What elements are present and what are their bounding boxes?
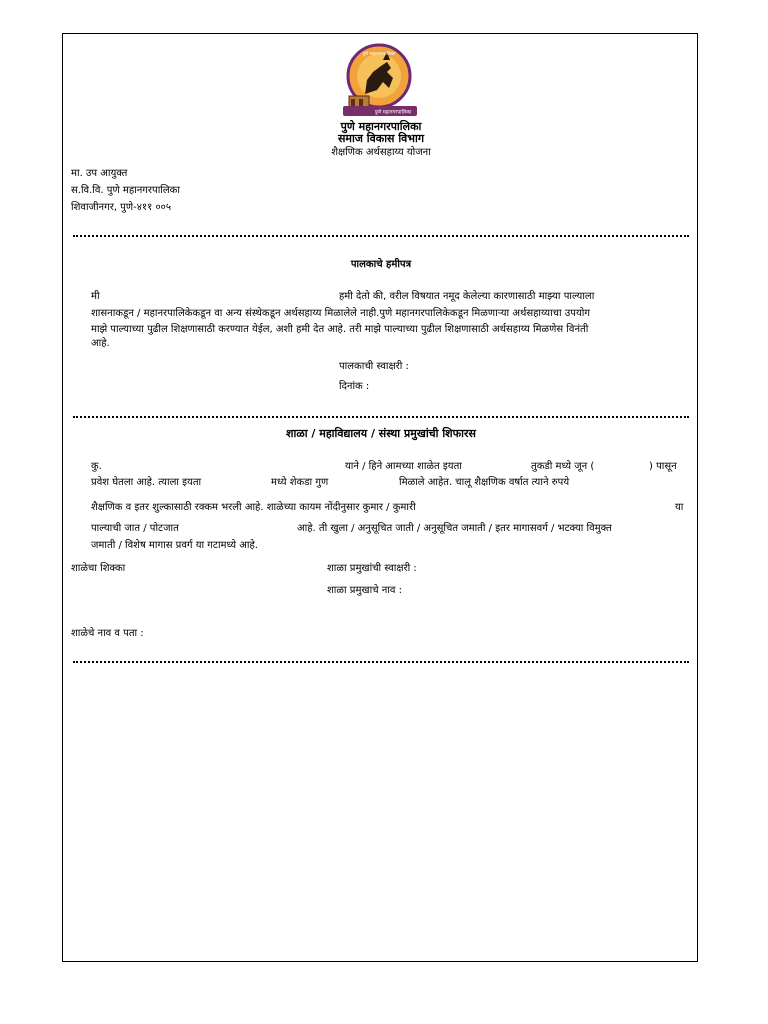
school-stamp-label: शाळेचा शिक्का (71, 563, 126, 574)
pmc-emblem-logo (337, 42, 421, 118)
school-line-4b: आहे. ती खुला / अनुसूचित जाती / अनुसूचित जमाती / इतर मागासवर्ग / भटक्या विमुक्त (297, 523, 612, 534)
guardian-para-line-1: हमी देतो की, वरील विषयात नमूद केलेल्या कारणासाठी माझ्या पाल्याला (339, 291, 595, 302)
logo-band-text: पुणे महानगरपालिका (374, 109, 412, 116)
school-line-2a: प्रवेश घेतला आहे. त्याला इयता (91, 477, 202, 488)
school-line-2b: मध्ये शेकडा गुण (271, 477, 329, 488)
guardian-date-label: दिनांक : (339, 381, 370, 392)
section-divider (73, 416, 689, 418)
school-line-3a: शैक्षणिक व इतर शुल्कासाठी रक्कम भरली आहे. शाळेच्या कायम नोंदीनुसार कुमार / कुमारी (91, 502, 416, 513)
address-line-3: शिवाजीनगर, पुणे-४११ ००५ (71, 202, 172, 213)
school-line-1c: तुकडी मध्ये जून ( (531, 461, 595, 472)
guardian-para-line-4: आहे. (91, 338, 110, 349)
school-line-1d: ) पासून (649, 461, 677, 472)
address-line-1: मा. उप आयुक्त (71, 168, 128, 179)
school-line-2c: मिळाले आहेत. चालू शैक्षणिक वर्षात त्याने रुपये (399, 477, 570, 488)
document-page (62, 33, 698, 962)
guardian-signature-label: पालकाची स्वाक्षरी : (339, 361, 409, 372)
school-line-1a: कु. (91, 461, 102, 472)
school-line-3b: या (675, 502, 684, 513)
guardian-para-line-2: शासनाकडून / महानरपालिकेकडून वा अन्य संस्थेकडून अर्थसहाय्य मिळालेले नाही.पुणे महानगरपालिकेकडून मिळणाऱ्या अर्थसहाय्याचा उपयोग (91, 308, 590, 319)
school-line-1b: याने / हिने आमच्या शाळेत इयता (345, 461, 462, 472)
guardian-para-line-3: माझे पाल्याच्या पुढील शिक्षणासाठी करण्यात येईल, अशी हमी देत आहे. तरी माझे पाल्याच्या पुढील शिक्षणासाठी अर्थसहाय्य मिळणेस विनंती (91, 324, 589, 335)
guardian-mi: मी (91, 291, 100, 302)
scheme-name: शैक्षणिक अर्थसहाय्य योजना (331, 147, 431, 158)
school-head-name-label: शाळा प्रमुखाचे नाव : (327, 585, 402, 596)
logo-top-text: पुणे महानगरपालिका (362, 52, 396, 57)
org-name: पुणे महानगरपालिका (340, 120, 422, 133)
school-line-4a: पाल्याची जात / पोटजात (91, 523, 179, 534)
school-section-title: शाळा / महाविद्यालय / संस्था प्रमुखांची शिफारस (286, 427, 476, 440)
school-line-5: जमाती / विशेष मागास प्रवर्ग या गटामध्ये आहे. (91, 540, 258, 551)
address-line-2: स.वि.वि. पुणे महानगरपालिका (71, 185, 180, 196)
guardian-section-title: पालकाचे हमीपत्र (350, 259, 412, 270)
department-name: समाज विकास विभाग (337, 132, 425, 145)
school-head-signature-label: शाळा प्रमुखांची स्वाक्षरी : (327, 563, 417, 574)
school-address-label: शाळेचे नाव व पता : (71, 628, 144, 639)
section-divider (73, 235, 689, 237)
section-divider (73, 661, 689, 663)
